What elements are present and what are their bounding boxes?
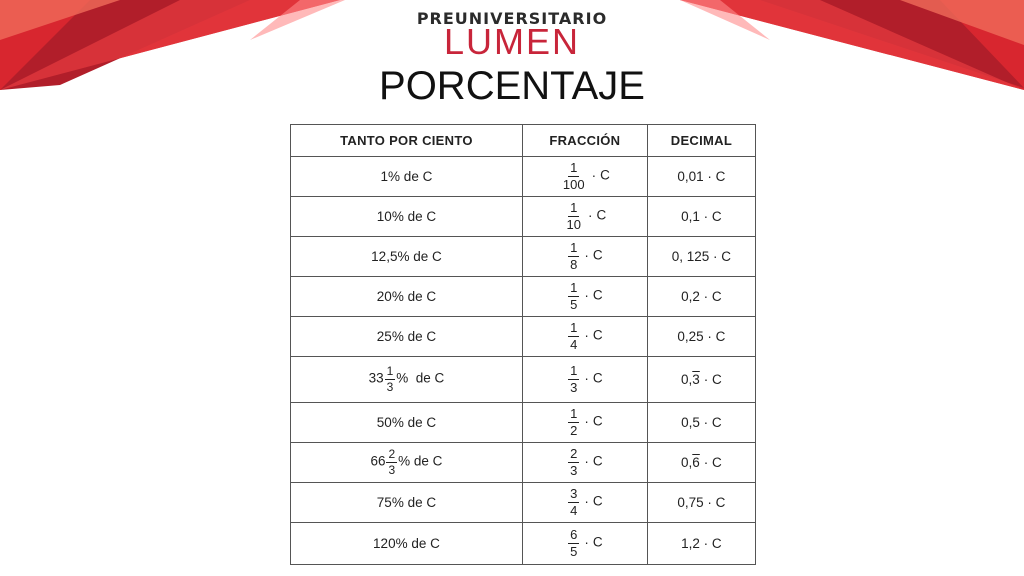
fraction: $\frac{1}{2}$ (570, 406, 578, 438)
fraction-cell: $\frac{1}{10}$ · C (522, 197, 647, 237)
percent-cell: 75% de C (291, 483, 523, 523)
percentage-table (290, 124, 756, 565)
percent-cell: 66 $\frac{2}{3}$ % de C (291, 443, 523, 483)
logo-wordmark: LUMEN (443, 21, 581, 62)
repeating-digit: 6 (692, 455, 700, 470)
fraction-cell: $\frac{1}{100}$ · C (522, 157, 647, 197)
column-header-decimal: DECIMAL (647, 125, 755, 157)
decimal-cell: 1,2 · C (647, 523, 755, 565)
column-header-fraction: FRACCIÓN (522, 125, 647, 157)
fraction: $\frac{1}{8}$ (570, 240, 578, 272)
mixed-fraction: $\frac{2}{3}$ (388, 447, 396, 477)
fraction-cell: $\frac{1}{5}$ · C (522, 277, 647, 317)
column-header-percent: TANTO POR CIENTO (291, 125, 523, 157)
fraction: $\frac{2}{3}$ (570, 446, 578, 478)
decimal-cell: 0,25 · C (647, 317, 755, 357)
percent-cell: 1% de C (291, 157, 523, 197)
table-row (291, 523, 756, 565)
fraction-cell: $\frac{1}{2}$ · C (522, 403, 647, 443)
table-row (291, 237, 756, 277)
repeating-digit: 3 (692, 372, 700, 387)
table-row (291, 403, 756, 443)
table-row (291, 443, 756, 483)
percent-cell: 33 $\frac{1}{3}$ % de C (291, 357, 523, 403)
table-row (291, 157, 756, 197)
table-header-row (291, 125, 756, 157)
fraction-cell: $\frac{1}{4}$ · C (522, 317, 647, 357)
decimal-cell: 0,6 · C (647, 443, 755, 483)
decimal-cell: 0,1 · C (647, 197, 755, 237)
decimal-cell: 0,5 · C (647, 403, 755, 443)
fraction-cell: $\frac{1}{3}$ · C (522, 357, 647, 403)
decimal-cell: 0,2 · C (647, 277, 755, 317)
fraction: $\frac{3}{4}$ (570, 486, 578, 518)
percent-cell: 20% de C (291, 277, 523, 317)
percent-cell: 10% de C (291, 197, 523, 237)
fraction-cell: $\frac{3}{4}$ · C (522, 483, 647, 523)
fraction: $\frac{1}{3}$ (570, 363, 578, 395)
table-row (291, 357, 756, 403)
fraction-cell: $\frac{6}{5}$ · C (522, 523, 647, 565)
percent-cell: 25% de C (291, 317, 523, 357)
decimal-cell: 0,01 · C (647, 157, 755, 197)
logo-tagline: PREUNIVERSITARIO (416, 9, 608, 28)
table-row (291, 317, 756, 357)
fraction: $\frac{6}{5}$ (570, 527, 578, 559)
fraction: $\frac{1}{100}$ (562, 160, 585, 192)
fraction-cell: $\frac{2}{3}$ · C (522, 443, 647, 483)
mixed-fraction: $\frac{1}{3}$ (386, 364, 394, 394)
page-title: PORCENTAJE (379, 64, 645, 108)
fraction: $\frac{1}{4}$ (570, 320, 578, 352)
decimal-cell: 0, 125 · C (647, 237, 755, 277)
fraction: $\frac{1}{10}$ (566, 200, 581, 232)
table-row (291, 483, 756, 523)
table-row (291, 197, 756, 237)
table-row (291, 277, 756, 317)
percent-cell: 50% de C (291, 403, 523, 443)
decimal-cell: 0,75 · C (647, 483, 755, 523)
fraction: $\frac{1}{5}$ (570, 280, 578, 312)
percent-cell: 12,5% de C (291, 237, 523, 277)
decimal-cell: 0,3 · C (647, 357, 755, 403)
percent-cell: 120% de C (291, 523, 523, 565)
fraction-cell: $\frac{1}{8}$ · C (522, 237, 647, 277)
